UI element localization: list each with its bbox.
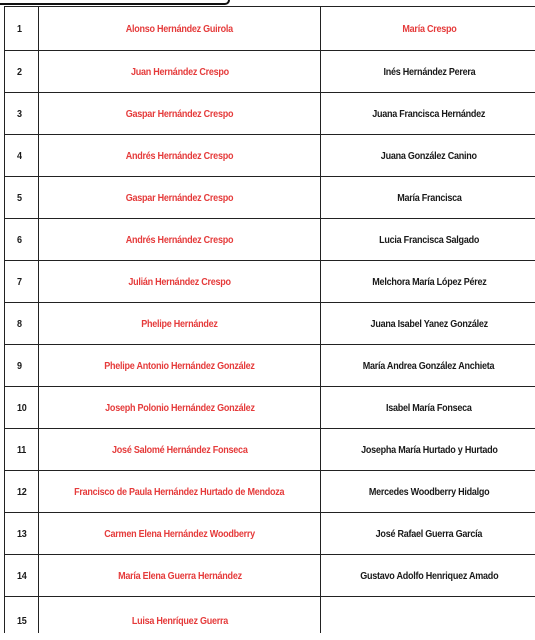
row-number-cell	[5, 387, 39, 429]
descendant-name: Gaspar Hernández Crespo	[125, 107, 234, 120]
descendant-name: Gaspar Hernández Crespo	[125, 191, 234, 204]
table-row	[5, 429, 535, 471]
table-row	[5, 471, 535, 513]
descendant-name-cell	[39, 135, 321, 177]
spouse-name: María Crespo	[401, 22, 457, 35]
descendant-name: Carmen Elena Hernández Woodberry	[104, 527, 255, 540]
descendant-name: Luisa Henríquez Guerra	[131, 615, 228, 627]
row-number: 7	[17, 275, 22, 288]
descendant-name-cell	[39, 93, 321, 135]
table-row	[5, 135, 535, 177]
table-row	[5, 177, 535, 219]
spouse-name: María Francisca	[396, 191, 462, 204]
row-number: 4	[17, 149, 22, 162]
table-row	[5, 555, 535, 597]
row-number-cell	[5, 597, 39, 634]
spouse-name: Isabel María Fonseca	[386, 401, 472, 414]
spouse-name-cell	[321, 93, 535, 135]
descendant-name: Phelipe Antonio Hernández González	[104, 359, 255, 372]
spouse-name-cell	[321, 345, 535, 387]
row-number: 11	[17, 443, 27, 456]
table-row	[5, 219, 535, 261]
row-number: 14	[17, 569, 27, 582]
table-row	[5, 597, 535, 634]
descendant-name-cell	[39, 471, 321, 513]
spouse-name-cell	[321, 261, 535, 303]
spouse-name-cell	[321, 387, 535, 429]
row-number-cell	[5, 261, 39, 303]
row-number: 3	[17, 107, 22, 120]
spouse-name: Gustavo Adolfo Henriquez Amado	[359, 569, 499, 582]
table-row	[5, 513, 535, 555]
spouse-name: Josepha María Hurtado y Hurtado	[360, 443, 498, 456]
row-number-cell	[5, 135, 39, 177]
spouse-name-cell	[321, 219, 535, 261]
spouse-name: María Andrea González Anchieta	[363, 359, 495, 372]
descendant-name-cell	[39, 219, 321, 261]
descendant-name: Julián Hernández Crespo	[128, 275, 231, 288]
row-number-cell	[5, 7, 39, 51]
descendant-name: Alonso Hernández Guirola	[125, 22, 234, 35]
descendant-name: Juan Hernández Crespo	[130, 65, 229, 78]
descendant-name-cell	[39, 261, 321, 303]
row-number: 12	[17, 485, 27, 498]
row-number: 8	[17, 317, 22, 330]
descendant-name-cell	[39, 177, 321, 219]
table-row	[5, 261, 535, 303]
row-number: 6	[17, 233, 22, 246]
spouse-name-cell	[321, 471, 535, 513]
row-number-cell	[5, 93, 39, 135]
table-row	[5, 93, 535, 135]
row-number-cell	[5, 177, 39, 219]
descendant-name: Andrés Hernández Crespo	[125, 233, 234, 246]
spouse-name: Juana Francisca Hernández	[372, 107, 486, 120]
descendant-name: Phelipe Hernández	[141, 317, 218, 330]
spouse-name-cell	[321, 135, 535, 177]
descendant-name-cell	[39, 345, 321, 387]
descendant-name-cell	[39, 7, 321, 51]
row-number: 9	[17, 359, 22, 372]
spouse-name-cell	[321, 303, 535, 345]
row-number-cell	[5, 303, 39, 345]
table-row	[5, 345, 535, 387]
spouse-name-cell	[321, 597, 535, 634]
spouse-name: Inés Hernández Perera	[383, 65, 475, 78]
descendant-name-cell	[39, 429, 321, 471]
table-row	[5, 303, 535, 345]
descendant-name-cell	[39, 387, 321, 429]
table-row	[5, 51, 535, 93]
spouse-name-cell	[321, 555, 535, 597]
spouse-name: Mercedes Woodberry Hidalgo	[368, 485, 490, 498]
row-number-cell	[5, 429, 39, 471]
descendant-name: Joseph Polonio Hernández González	[104, 401, 255, 414]
descendant-name: Francisco de Paula Hernández Hurtado de Mendoza	[74, 485, 285, 498]
spouse-name-cell	[321, 177, 535, 219]
descendant-name-cell	[39, 555, 321, 597]
spouse-name: José Rafael Guerra García	[375, 527, 483, 540]
row-number: 13	[17, 527, 27, 540]
row-number-cell	[5, 513, 39, 555]
spouse-name-cell	[321, 429, 535, 471]
spouse-name-cell	[321, 513, 535, 555]
row-number: 15	[17, 615, 27, 627]
table-row	[5, 387, 535, 429]
spouse-name-cell	[321, 7, 535, 51]
descendant-name-cell	[39, 303, 321, 345]
descendant-name-cell	[39, 513, 321, 555]
spouse-name-cell	[321, 51, 535, 93]
spouse-name: Juana Isabel Yanez González	[370, 317, 488, 330]
spouse-name: Juana González Canino	[381, 149, 477, 162]
row-number: 5	[17, 191, 22, 204]
row-number-cell	[5, 471, 39, 513]
descendant-name: Andrés Hernández Crespo	[125, 149, 234, 162]
table-row	[5, 7, 535, 51]
spouse-name: Melchora María López Pérez	[371, 275, 487, 288]
descendant-name: María Elena Guerra Hernández	[117, 569, 242, 582]
row-number-cell	[5, 219, 39, 261]
row-number-cell	[5, 345, 39, 387]
row-number: 10	[17, 401, 27, 414]
descendant-name-cell	[39, 51, 321, 93]
row-number: 1	[17, 22, 22, 35]
genealogy-table	[4, 6, 535, 633]
descendant-name: José Salomé Hernández Fonseca	[111, 443, 248, 456]
row-number: 2	[17, 65, 22, 78]
row-number-cell	[5, 555, 39, 597]
spouse-name: Lucia Francisca Salgado	[379, 233, 479, 246]
table-body	[5, 7, 535, 634]
page-edge-mark	[0, 0, 230, 5]
row-number-cell	[5, 51, 39, 93]
descendant-name-cell	[39, 597, 321, 634]
